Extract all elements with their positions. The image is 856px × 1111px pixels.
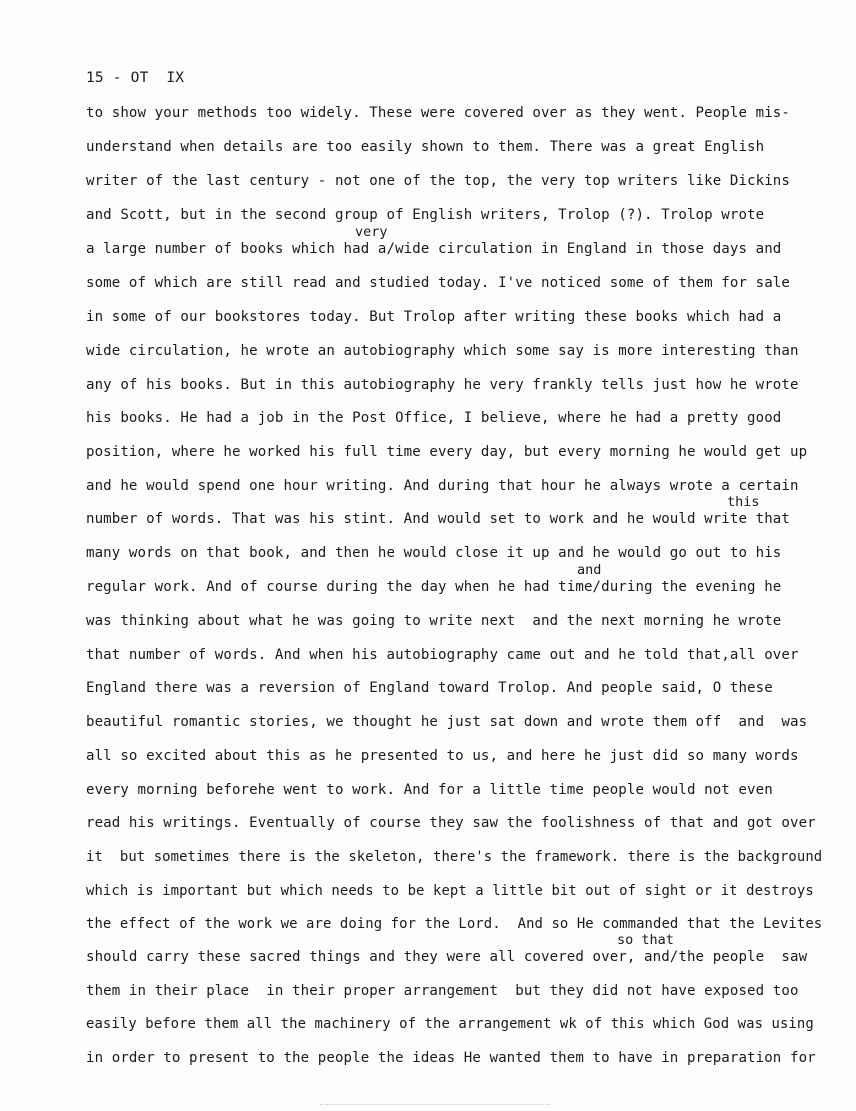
text-line: wide circulation, he wrote an autobiography which some say is more interesting than <box>86 343 799 359</box>
text-line: writer of the last century - not one of the top, the very top writers like Dickins <box>86 173 790 189</box>
text-line: it but sometimes there is the skeleton, there's the framework. there is the background <box>86 849 823 865</box>
text-line: that number of words. And when his autobiography came out and he told that,all over <box>86 647 799 663</box>
text-line: every morning beforehe went to work. And for a little time people would not even <box>86 782 773 798</box>
text-line: them in their place in their proper arrangement but they did not have exposed too <box>86 983 799 999</box>
text-line: beautiful romantic stories, we thought he just sat down and wrote them off and was <box>86 714 808 730</box>
interlinear-insert-and: and <box>577 562 602 578</box>
text-line: his books. He had a job in the Post Office, I believe, where he had a pretty good <box>86 410 782 426</box>
text-line: understand when details are too easily shown to them. There was a great English <box>86 139 765 155</box>
text-line: to show your methods too widely. These were covered over as they went. People mis- <box>86 105 790 121</box>
text-line: in some of our bookstores today. But Trolop after writing these books which had a <box>86 309 782 325</box>
text-line: England there was a reversion of England toward Trolop. And people said, O these <box>86 680 773 696</box>
interlinear-insert-so-that: so that <box>617 932 674 948</box>
text-line: any of his books. But in this autobiography he very frankly tells just how he wrote <box>86 377 799 393</box>
page-bottom-edge-mark <box>320 1104 550 1111</box>
text-line: position, where he worked his full time every day, but every morning he would get up <box>86 444 808 460</box>
text-line: was thinking about what he was going to write next and the next morning he wrote <box>86 613 782 629</box>
text-line: and Scott, but in the second group of English writers, Trolop (?). Trolop wrote <box>86 207 765 223</box>
text-line: and he would spend one hour writing. And during that hour he always wrote a certain <box>86 478 799 494</box>
text-line: all so excited about this as he presented to us, and here he just did so many words <box>86 748 799 764</box>
text-line: read his writings. Eventually of course they saw the foolishness of that and got over <box>86 815 816 831</box>
text-line: some of which are still read and studied today. I've noticed some of them for sale <box>86 275 790 291</box>
page-header: 15 - OT IX <box>86 70 185 86</box>
text-line: regular work. And of course during the day when he had time/during the evening he <box>86 579 782 595</box>
text-line: in order to present to the people the ideas He wanted them to have in preparation for <box>86 1050 816 1066</box>
text-line: the effect of the work we are doing for the Lord. And so He commanded that the Levites <box>86 916 823 932</box>
text-line: easily before them all the machinery of the arrangement wk of this which God was using <box>86 1016 814 1032</box>
text-line: a large number of books which had a/wide circulation in England in those days and <box>86 241 782 257</box>
text-line: should carry these sacred things and they were all covered over, and/the people saw <box>86 949 808 965</box>
interlinear-insert-this: this <box>727 494 760 510</box>
text-line: many words on that book, and then he would close it up and he would go out to his <box>86 545 782 561</box>
text-line: which is important but which needs to be kept a little bit out of sight or it destroys <box>86 883 814 899</box>
interlinear-insert-very: very <box>355 224 388 240</box>
text-line: number of words. That was his stint. And would set to work and he would write that <box>86 511 790 527</box>
